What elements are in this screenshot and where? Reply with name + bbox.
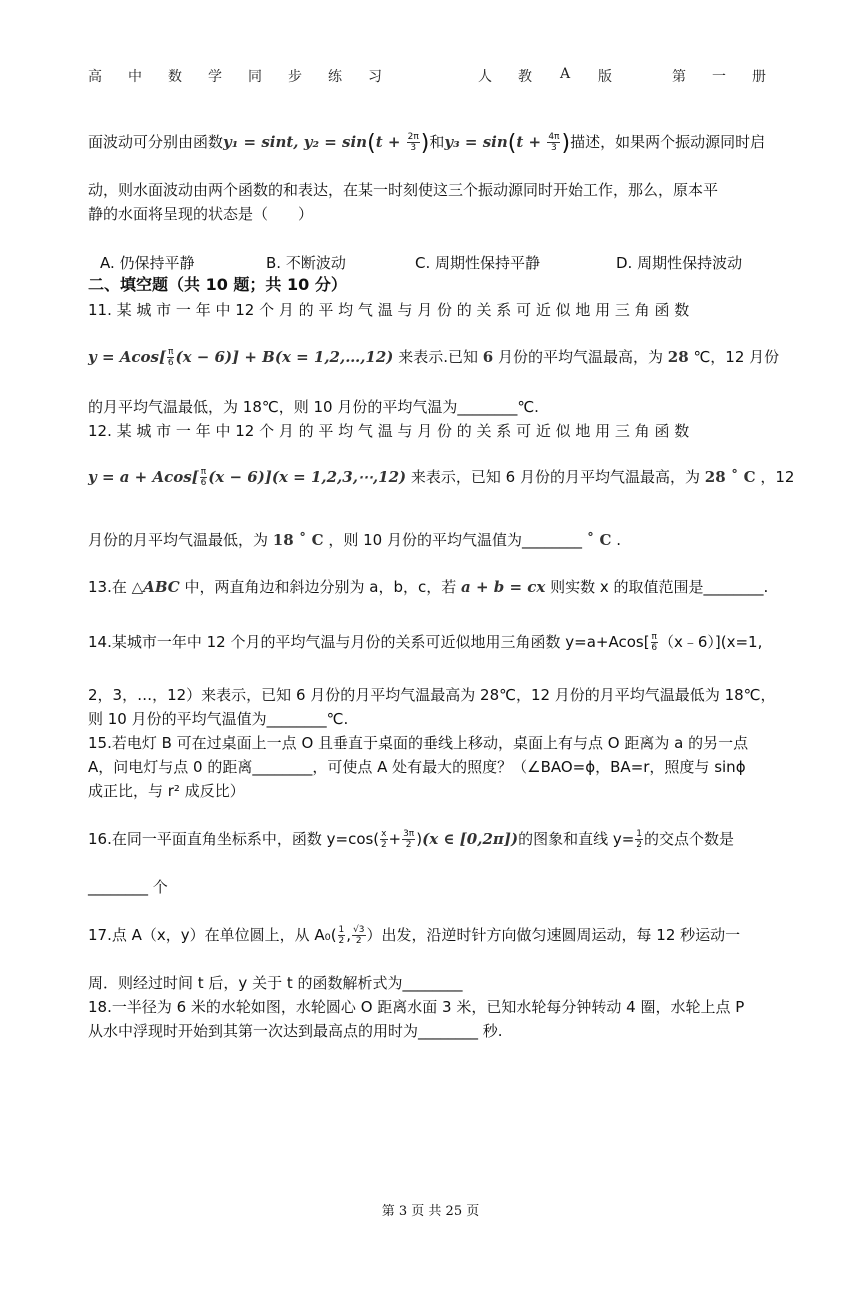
denominator: 6 (167, 358, 174, 368)
header-char: 同 (248, 69, 262, 85)
text: , (346, 926, 352, 944)
q15-line3: 成正比，与 r² 成反比） (88, 782, 245, 800)
fraction (402, 829, 415, 850)
header-char: A (560, 66, 571, 82)
value: 6 (482, 348, 494, 366)
header-char: 习 (368, 69, 382, 85)
header-char: 一 (712, 69, 726, 85)
q11-line1: 11. 某 城 市 一 年 中 12 个 月 的 平 均 气 温 与 月 份 的 关 系 可 近 似 地 用 三 角 函 数 (88, 301, 690, 319)
text: ，12 (760, 468, 795, 486)
text: （x﹣6）](x=1, (658, 633, 763, 651)
q10-line1 (88, 132, 765, 154)
numerator: 3π (403, 829, 415, 839)
formula: (x − 6)] + B(x = 1,2,…,12) (175, 348, 394, 366)
header-char: 练 (328, 69, 342, 85)
formula: t + (375, 133, 406, 151)
header-char: 学 (208, 69, 222, 85)
q12-line1: 12. 某 城 市 一 年 中 12 个 月 的 平 均 气 温 与 月 份 的 关 系 可 近 似 地 用 三 角 函 数 (88, 422, 690, 440)
denominator: 2 (636, 840, 643, 850)
numerator: 2π (407, 132, 419, 142)
text: ）出发，沿逆时针方向做匀速圆周运动，每 12 秒运动一 (366, 926, 741, 944)
q13-line (88, 577, 768, 597)
fraction (167, 347, 174, 368)
denominator: 2 (405, 840, 412, 850)
numerator: 4π (548, 132, 560, 142)
text: 的交点个数是 (644, 830, 735, 848)
text: 描述，如果两个振动源同时启 (570, 133, 766, 151)
header-char: 高 (88, 69, 102, 85)
denominator: 6 (651, 643, 658, 653)
fraction (651, 632, 658, 653)
value: 28 (667, 348, 689, 366)
q17-line2: 周．则经过时间 t 后，y 关于 t 的函数解析式为________ (88, 974, 463, 992)
formula: y = a + Acos[ (88, 468, 199, 486)
text: 则实数 x 的取值范围是________. (550, 578, 769, 596)
q15-line2: A，问电灯与点 0 的距离________，可使点 A 处有最大的照度？（∠BAO=ϕ，BA=r，照度与 sinϕ (88, 758, 746, 776)
numerator: π (651, 632, 657, 642)
text: 16.在同一平面直角坐标系中，函数 y=cos( (88, 830, 380, 848)
option-a: A. 仍保持平静 (100, 254, 195, 272)
paren: ) (420, 131, 430, 156)
text: + (388, 830, 402, 848)
paren: ( (507, 131, 517, 156)
text: 面波动可分别由函数 (88, 133, 224, 151)
numerator: x (381, 829, 387, 839)
denominator: 3 (551, 143, 557, 153)
q10-line2: 动，则水面波动由两个函数的和表达，在某一时刻使这三个振动源同时开始工作，那么，原本平 (88, 181, 719, 199)
header-char: 教 (518, 69, 532, 85)
value: 28 ˚ C (704, 468, 756, 486)
formula: y₁ = sint, y₂ = sin (223, 133, 368, 151)
text: 的图象和直线 y= (518, 830, 635, 848)
formula: t + (516, 133, 547, 151)
formula: y = Acos[ (88, 348, 167, 366)
header-char: 人 (478, 69, 492, 85)
text: ℃，12 月份 (693, 348, 780, 366)
denominator: 2 (338, 936, 345, 946)
text: 14.某城市一年中 12 个月的平均气温与月份的关系可近似地用三角函数 y=a+Acos[ (88, 633, 650, 651)
fraction (547, 132, 560, 153)
option-c: C. 周期性保持平静 (415, 254, 541, 272)
numerator: 1 (338, 925, 345, 935)
numerator: √3 (353, 925, 365, 935)
fraction (380, 829, 387, 850)
q17-line1 (88, 925, 740, 946)
fraction (407, 132, 420, 153)
formula: (x − 6)](x = 1,2,3,⋯,12) (208, 468, 407, 486)
header-char: 中 (128, 69, 142, 85)
q11-line3: 的月平均气温最低，为 18℃，则 10 月份的平均气温为________℃. (88, 398, 539, 416)
denominator: 2 (380, 840, 387, 850)
q15-line1: 15.若电灯 B 可在过桌面上一点 O 且垂直于桌面的垂线上移动，桌面上有与点 O 距离为 a 的另一点 (88, 734, 749, 752)
q14-line1 (88, 632, 762, 653)
q18-line1: 18.一半径为 6 米的水轮如图，水轮圆心 O 距离水面 3 米，已知水轮每分钟转动 4 圈，水轮上点 P (88, 998, 745, 1016)
text: 来表示，已知 6 月份的月平均气温最高，为 (410, 468, 700, 486)
section-title: 二、填空题（共 10 题；共 10 分） (88, 275, 347, 294)
q14-line2: 2，3，…，12）来表示，已知 6 月份的月平均气温最高为 28℃，12 月份的月平均气温最低为 18℃， (88, 686, 776, 704)
fraction (635, 829, 643, 850)
paren: ( (367, 131, 376, 156)
text: 月份的月平均气温最低，为 (88, 531, 269, 549)
denominator: 6 (200, 478, 207, 488)
q16-line1 (88, 829, 734, 850)
text: 中，两直角边和斜边分别为 a，b，c，若 (184, 578, 457, 596)
header-char: 版 (598, 69, 612, 85)
header-char: 数 (168, 69, 182, 85)
formula: (x ∈ [0,2π]) (422, 830, 519, 848)
numerator: π (168, 347, 174, 357)
numerator: π (200, 467, 207, 477)
q14-line3: 则 10 月份的平均气温值为________℃. (88, 710, 349, 728)
text: ，则 10 月份的平均气温值为________ (328, 531, 582, 549)
q12-line3 (88, 530, 621, 550)
header-char: 册 (752, 69, 766, 85)
formula: △ABC (131, 578, 180, 596)
value: 18 ˚ C (272, 531, 324, 549)
text: ( (330, 926, 337, 944)
header-char: 步 (288, 69, 302, 85)
text: . (616, 531, 621, 549)
fraction (352, 925, 365, 946)
q11-line2 (88, 347, 779, 368)
paren: ) (561, 131, 571, 156)
text: ) (416, 830, 423, 848)
text: 和 (429, 133, 445, 151)
q18-line2: 从水中浮现时开始到其第一次达到最高点的用时为________ 秒. (88, 1022, 503, 1040)
page-footer: 第 3 页 共 25 页 (381, 1204, 480, 1219)
fraction (200, 467, 207, 488)
text: 来表示.已知 (398, 348, 478, 366)
text: 月份的平均气温最高，为 (497, 348, 663, 366)
text: 17.点 A（x，y）在单位圆上，从 A₀ (88, 926, 331, 944)
option-d: D. 周期性保持波动 (616, 254, 743, 272)
option-b: B. 不断波动 (266, 254, 346, 272)
numerator: 1 (636, 829, 643, 839)
formula: y₃ = sin (444, 133, 508, 151)
q10-line3: 静的水面将呈现的状态是（ ） (88, 205, 314, 223)
fraction (338, 925, 346, 946)
value: ˚ C (586, 531, 612, 549)
q12-line2 (88, 467, 794, 488)
q16-line2: ________ 个 (88, 878, 168, 896)
formula: a + b = cx (461, 578, 546, 596)
text: 13.在 (88, 578, 127, 596)
denominator: 3 (410, 143, 417, 153)
denominator: 2 (355, 936, 362, 946)
header-char: 第 (672, 69, 686, 85)
